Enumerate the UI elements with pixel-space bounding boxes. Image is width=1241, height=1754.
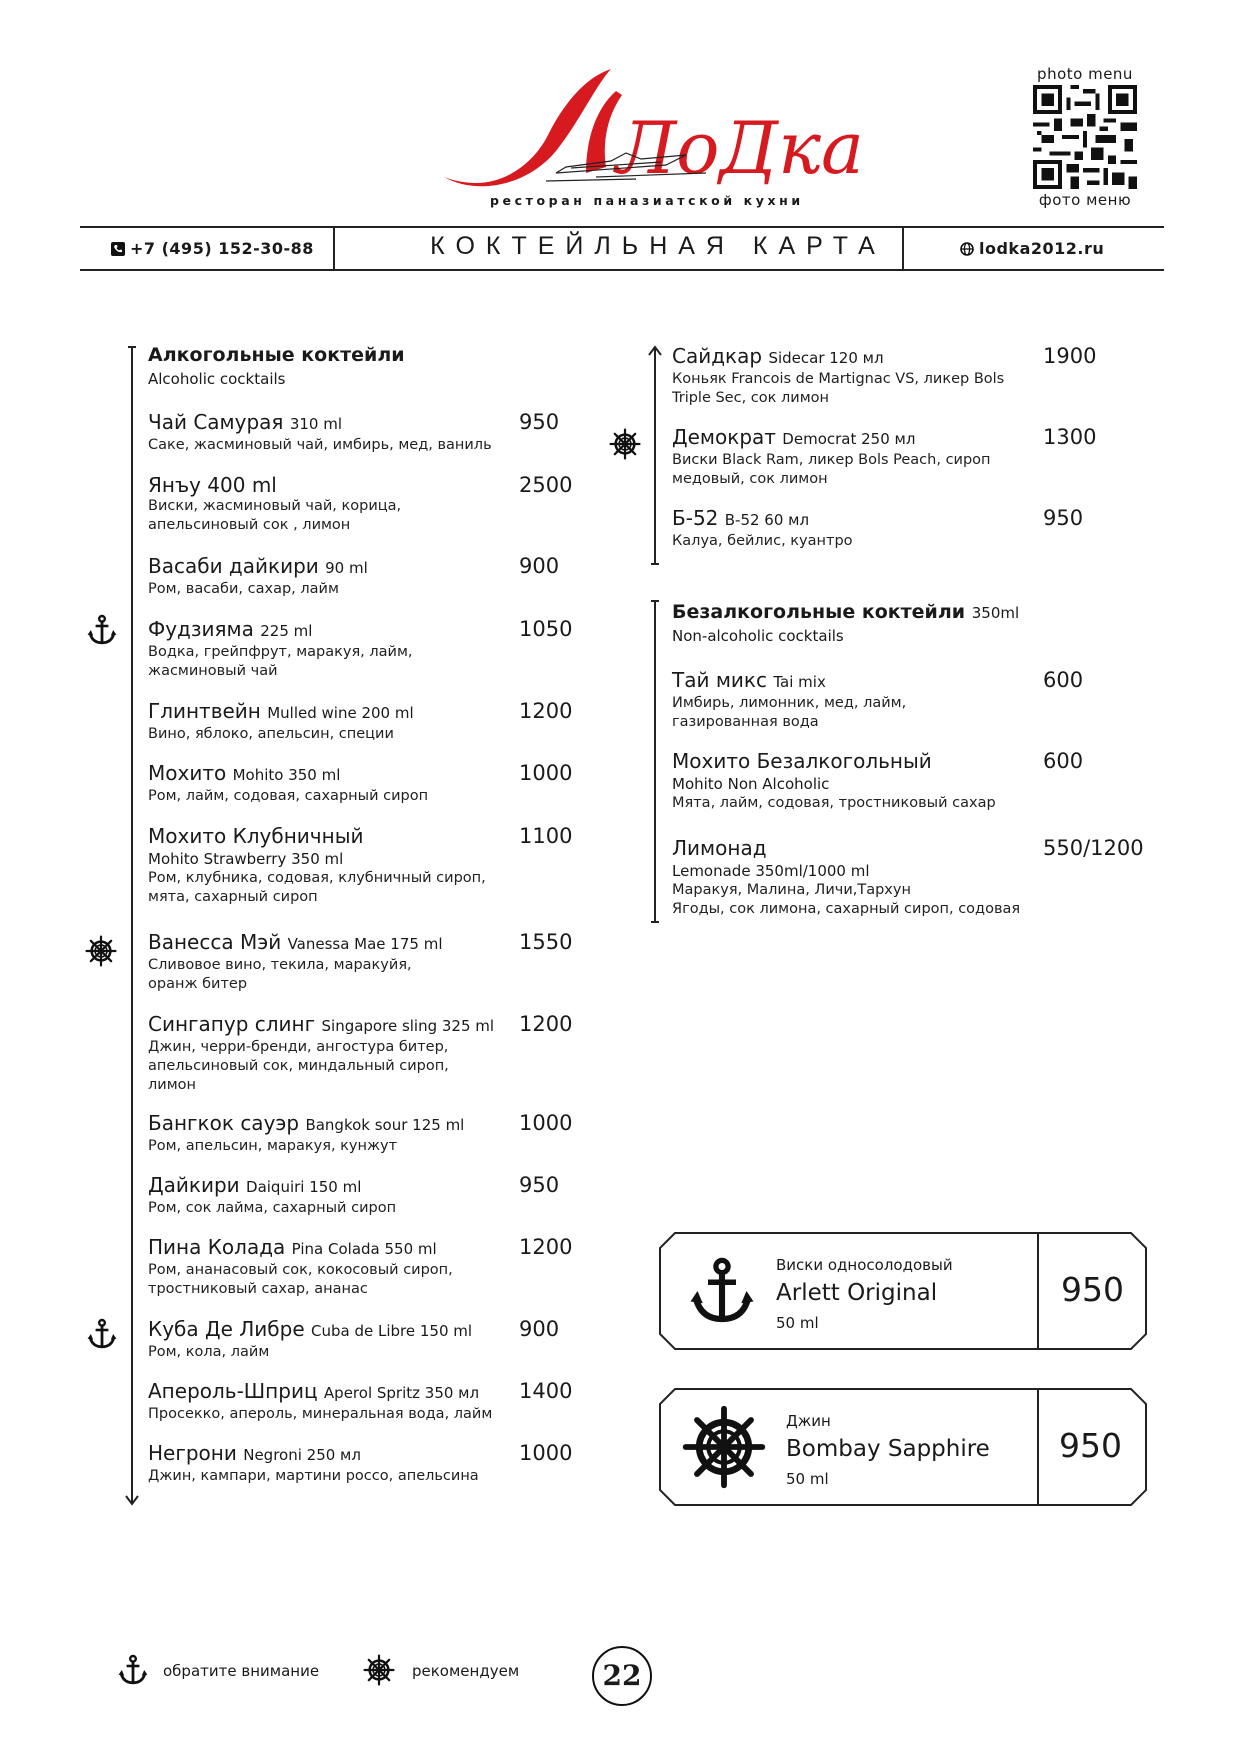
item-volume: Mulled wine 200 ml bbox=[267, 704, 414, 722]
item-volume: Singapore sling 325 ml bbox=[321, 1017, 495, 1035]
helm-icon bbox=[362, 1653, 396, 1687]
item-description: Джин, черри-бренди, ангостура битер, bbox=[148, 1039, 449, 1055]
item-description: Просекко, апероль, минеральная вода, лайм bbox=[148, 1406, 493, 1422]
menu-item bbox=[148, 1012, 494, 1095]
item-volume: 225 ml bbox=[260, 622, 313, 640]
item-name: Мохито Безалкогольный bbox=[672, 749, 932, 773]
nonalcoholic-subtitle: Non-alcoholic cocktails bbox=[672, 627, 844, 645]
item-volume: Democrat 250 мл bbox=[782, 430, 916, 448]
item-description: Вино, яблоко, апельсин, специи bbox=[148, 726, 394, 742]
item-description: Ром, клубника, содовая, клубничный сироп, bbox=[148, 870, 486, 886]
item-name: Янъу 400 ml bbox=[148, 473, 277, 497]
item-price: 1100 bbox=[519, 824, 573, 848]
anchor-icon bbox=[117, 1654, 149, 1686]
menu-item bbox=[148, 1111, 464, 1156]
item-price: 2500 bbox=[519, 473, 573, 497]
menu-item bbox=[672, 749, 996, 813]
box-product-name: Bombay Sapphire bbox=[786, 1436, 990, 1462]
item-price: 1200 bbox=[519, 1235, 573, 1259]
item-description: лимон bbox=[148, 1077, 196, 1093]
item-volume: Sidecar 120 мл bbox=[768, 349, 884, 367]
item-description: оранж битер bbox=[148, 976, 248, 992]
menu-item bbox=[672, 506, 853, 551]
menu-item bbox=[148, 824, 486, 907]
item-description: жасминовый чай bbox=[148, 663, 278, 679]
phone-number: +7 (495) 152-30-88 bbox=[130, 239, 314, 258]
box-category: Джин bbox=[786, 1412, 831, 1430]
nonalcoholic-section-header bbox=[672, 601, 1019, 645]
item-description: Ром, лайм, содовая, сахарный сироп bbox=[148, 788, 429, 804]
item-price: 1300 bbox=[1043, 425, 1097, 449]
item-name: Мохито bbox=[148, 761, 227, 785]
menu-item bbox=[672, 344, 1004, 408]
item-description: Имбирь, лимонник, мед, лайм, bbox=[672, 695, 907, 711]
legend-attention: обратите внимание bbox=[163, 1662, 320, 1680]
item-description: апельсиновый сок, миндальный сироп, bbox=[148, 1058, 449, 1074]
menu-item bbox=[148, 1441, 479, 1486]
menu-item bbox=[672, 425, 991, 489]
page-number: 22 bbox=[592, 1646, 652, 1706]
item-description: апельсиновый сок , лимон bbox=[148, 517, 351, 533]
qr-block bbox=[1030, 65, 1140, 209]
item-price: 1000 bbox=[519, 1111, 573, 1135]
item-price: 900 bbox=[519, 554, 560, 578]
item-description: Калуа, бейлис, куантро bbox=[672, 533, 853, 549]
item-description: Мята, лайм, содовая, тростниковый сахар bbox=[672, 795, 996, 811]
anchor-icon bbox=[86, 1318, 118, 1350]
item-description: тростниковый сахар, ананас bbox=[148, 1281, 368, 1297]
featured-box-gin bbox=[659, 1388, 1147, 1506]
item-price: 1400 bbox=[519, 1379, 573, 1403]
item-name: Б-52 bbox=[672, 506, 719, 530]
item-description: Ром, васаби, сахар, лайм bbox=[148, 581, 339, 597]
item-description: Водка, грейпфрут, маракуя, лайм, bbox=[148, 644, 413, 660]
item-name: Мохито Клубничный bbox=[148, 824, 364, 848]
phone-icon bbox=[111, 242, 125, 256]
right-top-line bbox=[648, 346, 662, 566]
item-name: Сайдкар bbox=[672, 344, 763, 368]
item-price: 950 bbox=[1043, 506, 1084, 530]
item-name: Пина Колада bbox=[148, 1235, 286, 1259]
page-title: КОКТЕЙЛЬНАЯ КАРТА bbox=[430, 232, 886, 260]
item-price: 1050 bbox=[519, 617, 573, 641]
phone-link[interactable] bbox=[111, 239, 314, 258]
item-volume: Tai mix bbox=[773, 673, 826, 691]
restaurant-logo bbox=[436, 55, 864, 215]
item-volume: Bangkok sour 125 ml bbox=[305, 1116, 465, 1134]
menu-item bbox=[148, 1173, 396, 1218]
item-price: 950 bbox=[519, 410, 560, 434]
item-description: Ягоды, сок лимона, сахарный сироп, содовая bbox=[672, 901, 1021, 917]
anchor-icon bbox=[687, 1254, 757, 1328]
item-description: медовый, сок лимон bbox=[672, 471, 828, 487]
nonalcoholic-title: Безалкогольные коктейли bbox=[672, 601, 966, 623]
item-volume: 310 ml bbox=[289, 415, 342, 433]
helm-icon bbox=[84, 934, 118, 968]
menu-item bbox=[148, 1317, 472, 1362]
item-name: Бангкок сауэр bbox=[148, 1111, 300, 1135]
header-bar bbox=[80, 226, 1164, 271]
item-price: 950 bbox=[519, 1173, 560, 1197]
item-name: Глинтвейн bbox=[148, 699, 261, 723]
item-volume: Mohito Non Alcoholic bbox=[672, 775, 830, 793]
menu-item bbox=[148, 930, 442, 994]
left-timeline-line bbox=[125, 346, 139, 1506]
menu-item bbox=[672, 836, 1020, 919]
box-product-name: Arlett Original bbox=[776, 1280, 938, 1306]
item-name: Сингапур слинг bbox=[148, 1012, 316, 1036]
item-description: Ром, апельсин, маракуя, кунжут bbox=[148, 1138, 398, 1154]
menu-item bbox=[148, 554, 368, 599]
menu-item bbox=[148, 473, 401, 535]
alcoholic-subtitle: Alcoholic cocktails bbox=[148, 370, 286, 388]
qr-code-icon[interactable] bbox=[1033, 85, 1137, 189]
item-volume: 90 ml bbox=[325, 559, 368, 577]
item-description: Саке, жасминовый чай, имбирь, мед, ваниль bbox=[148, 437, 492, 453]
item-description: Ром, кола, лайм bbox=[148, 1344, 270, 1360]
item-name: Чай Самурая bbox=[148, 410, 284, 434]
alcoholic-section-header bbox=[148, 344, 405, 388]
menu-item bbox=[148, 617, 413, 681]
item-description: Виски Black Ram, ликер Bols Peach, сироп bbox=[672, 452, 991, 468]
item-name: Фудзияма bbox=[148, 617, 254, 641]
item-name: Дайкири bbox=[148, 1173, 240, 1197]
item-volume: Pina Colada 550 ml bbox=[291, 1240, 437, 1258]
item-name: Куба Де Либре bbox=[148, 1317, 305, 1341]
menu-item bbox=[148, 410, 492, 455]
item-description: Джин, кампари, мартини россо, апельсина bbox=[148, 1468, 479, 1484]
website-link[interactable] bbox=[960, 239, 1104, 258]
item-price: 1900 bbox=[1043, 344, 1097, 368]
item-name: Демократ bbox=[672, 425, 776, 449]
item-description: Коньяк Francois de Martignac VS, ликер Bols bbox=[672, 371, 1005, 387]
item-name: Тай микс bbox=[672, 668, 767, 692]
menu-item bbox=[672, 668, 906, 732]
item-price: 1000 bbox=[519, 1441, 573, 1465]
qr-label-bottom: фото меню bbox=[1038, 191, 1132, 209]
item-price: 600 bbox=[1043, 668, 1084, 692]
item-volume: Aperol Spritz 350 мл bbox=[323, 1384, 480, 1402]
item-description: Сливовое вино, текила, маракуйя, bbox=[148, 957, 412, 973]
item-name: Негрони bbox=[148, 1441, 237, 1465]
item-description: Ром, сок лайма, сахарный сироп bbox=[148, 1200, 397, 1216]
nonalcoholic-line bbox=[648, 600, 662, 924]
anchor-icon bbox=[86, 614, 118, 646]
logo-text: ЛоДка bbox=[616, 106, 864, 190]
helm-icon bbox=[608, 427, 642, 461]
menu-item bbox=[148, 761, 428, 806]
menu-item bbox=[148, 1235, 453, 1299]
item-name: Ванесса Мэй bbox=[148, 930, 282, 954]
item-price: 1550 bbox=[519, 930, 573, 954]
item-description: мята, сахарный сироп bbox=[148, 889, 318, 905]
item-description: газированная вода bbox=[672, 714, 819, 730]
qr-label-top: photo menu bbox=[1037, 65, 1133, 83]
box-price: 950 bbox=[1061, 1270, 1124, 1309]
item-volume: Mohito Strawberry 350 ml bbox=[148, 850, 344, 868]
item-description: Маракуя, Малина, Личи,Тархун bbox=[672, 882, 911, 898]
bar-divider-right bbox=[902, 228, 904, 269]
item-description: Виски, жасминовый чай, корица, bbox=[148, 498, 402, 514]
item-name: Васаби дайкири bbox=[148, 554, 319, 578]
nonalcoholic-volume: 350ml bbox=[971, 604, 1020, 622]
item-name: Лимонад bbox=[672, 836, 767, 860]
item-volume: Cuba de Libre 150 ml bbox=[311, 1322, 473, 1340]
box-category: Виски односолодовый bbox=[776, 1256, 953, 1274]
website-url: lodka2012.ru bbox=[979, 239, 1105, 258]
item-price: 600 bbox=[1043, 749, 1084, 773]
box-volume: 50 ml bbox=[786, 1470, 829, 1488]
menu-item bbox=[148, 699, 414, 744]
helm-icon bbox=[679, 1402, 769, 1492]
tagline: ресторан паназиатской кухни bbox=[490, 193, 804, 208]
menu-item bbox=[148, 1379, 492, 1424]
item-price: 1000 bbox=[519, 761, 573, 785]
item-price: 1200 bbox=[519, 699, 573, 723]
box-price: 950 bbox=[1059, 1426, 1122, 1465]
item-volume: Mohito 350 ml bbox=[232, 766, 341, 784]
item-price: 1200 bbox=[519, 1012, 573, 1036]
item-volume: Negroni 250 мл bbox=[243, 1446, 361, 1464]
item-volume: Lemonade 350ml/1000 ml bbox=[672, 862, 870, 880]
featured-box-whisky bbox=[659, 1232, 1147, 1350]
box-volume: 50 ml bbox=[776, 1314, 819, 1332]
item-volume: Daiquiri 150 ml bbox=[246, 1178, 362, 1196]
item-description: Ром, ананасовый сок, кокосовый сироп, bbox=[148, 1262, 453, 1278]
item-name: Апероль-Шприц bbox=[148, 1379, 318, 1403]
alcoholic-title: Алкогольные коктейли bbox=[148, 344, 405, 366]
item-description: Triple Sec, сок лимон bbox=[672, 390, 829, 406]
item-volume: Vanessa Mae 175 ml bbox=[287, 935, 443, 953]
legend-recommend: рекомендуем bbox=[412, 1662, 520, 1680]
globe-icon bbox=[960, 242, 974, 256]
item-price: 900 bbox=[519, 1317, 560, 1341]
item-volume: B-52 60 мл bbox=[724, 511, 810, 529]
item-price: 550/1200 bbox=[1043, 836, 1144, 860]
